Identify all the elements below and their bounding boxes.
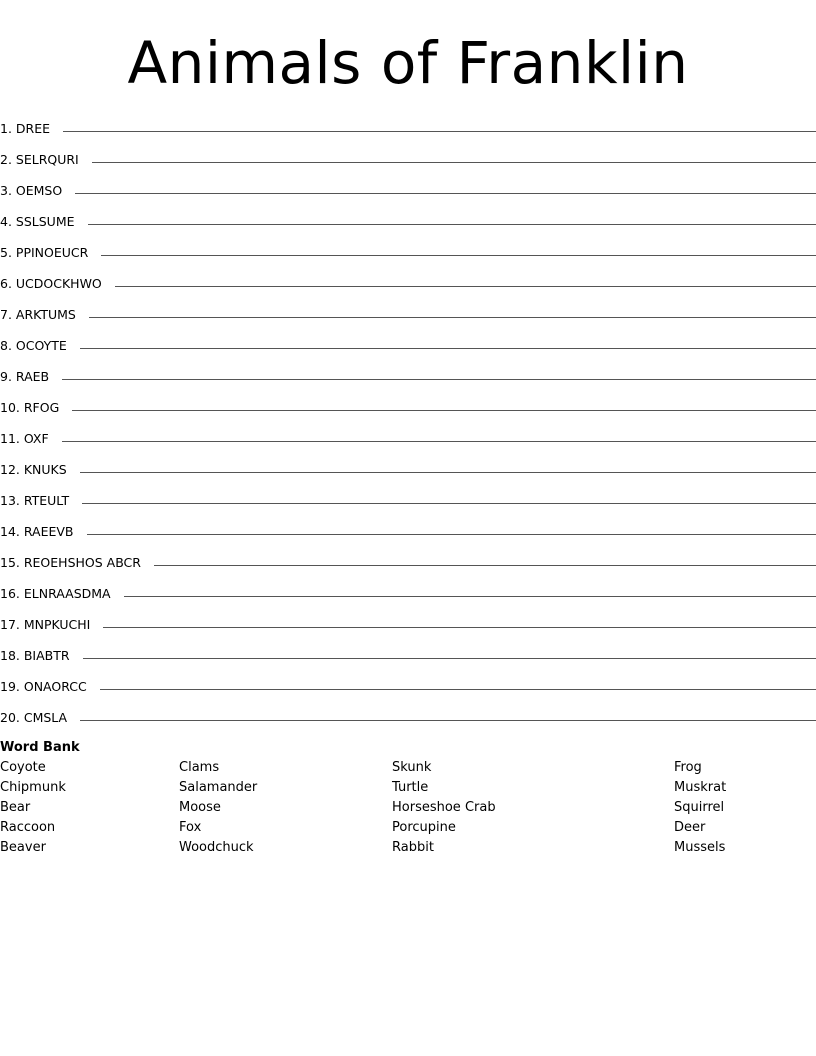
scrambled-word: 14. RAEEVB: [0, 524, 74, 539]
answer-line[interactable]: [87, 534, 816, 535]
question-row: [0, 137, 816, 168]
question-row: [0, 106, 816, 137]
answer-line[interactable]: [72, 410, 816, 411]
word-bank-item: Chipmunk: [0, 780, 66, 795]
question-row: [0, 633, 816, 664]
scrambled-word: 12. KNUKS: [0, 462, 67, 477]
word-bank-item: Porcupine: [392, 820, 456, 835]
word-bank-column: [0, 758, 66, 858]
scrambled-word: 18. BIABTR: [0, 648, 70, 663]
question-row: [0, 292, 816, 323]
word-bank-item: Rabbit: [392, 840, 434, 855]
scrambled-word: 17. MNPKUCHI: [0, 617, 91, 632]
word-bank-item: Horseshoe Crab: [392, 800, 496, 815]
scrambled-word: 2. SELRQURI: [0, 152, 79, 167]
word-bank: [0, 739, 816, 857]
answer-line[interactable]: [154, 565, 816, 566]
word-bank-item: Deer: [674, 820, 706, 835]
question-row: [0, 323, 816, 354]
scramble-list: [0, 106, 816, 726]
question-row: [0, 416, 816, 447]
word-bank-item: Moose: [179, 800, 221, 815]
word-bank-item: Woodchuck: [179, 840, 254, 855]
question-row: [0, 168, 816, 199]
scrambled-word: 6. UCDOCKHWO: [0, 276, 102, 291]
answer-line[interactable]: [92, 162, 816, 163]
answer-line[interactable]: [62, 441, 816, 442]
question-row: [0, 540, 816, 571]
word-bank-column: [392, 758, 496, 858]
scrambled-word: 9. RAEB: [0, 369, 50, 384]
question-row: [0, 509, 816, 540]
word-bank-item: Raccoon: [0, 820, 56, 835]
word-bank-item: Mussels: [674, 840, 726, 855]
word-bank-item: Turtle: [392, 780, 429, 795]
word-bank-item: Coyote: [0, 760, 46, 775]
scrambled-word: 1. DREE: [0, 121, 51, 136]
answer-line[interactable]: [115, 286, 816, 287]
page-title: Animals of Franklin: [127, 29, 689, 97]
word-bank-item: Fox: [179, 820, 202, 835]
word-bank-item: Skunk: [392, 760, 432, 775]
answer-line[interactable]: [82, 503, 816, 504]
question-row: [0, 478, 816, 509]
answer-line[interactable]: [63, 131, 816, 132]
question-row: [0, 664, 816, 695]
question-row: [0, 230, 816, 261]
word-bank-item: Clams: [179, 760, 220, 775]
answer-line[interactable]: [124, 596, 816, 597]
question-row: [0, 602, 816, 633]
scrambled-word: 20. CMSLA: [0, 710, 68, 725]
scrambled-word: 11. OXF: [0, 431, 49, 446]
question-row: [0, 261, 816, 292]
question-row: [0, 199, 816, 230]
word-bank-title: Word Bank: [0, 740, 80, 755]
scrambled-word: 3. OEMSO: [0, 183, 63, 198]
answer-line[interactable]: [101, 255, 816, 256]
word-bank-item: Squirrel: [674, 800, 725, 815]
question-row: [0, 447, 816, 478]
scrambled-word: 10. RFOG: [0, 400, 60, 415]
word-bank-item: Bear: [0, 800, 31, 815]
scrambled-word: 19. ONAORCC: [0, 679, 87, 694]
question-row: [0, 695, 816, 726]
word-bank-column: [179, 758, 257, 858]
scrambled-word: 4. SSLSUME: [0, 214, 75, 229]
answer-line[interactable]: [83, 658, 816, 659]
scrambled-word: 7. ARKTUMS: [0, 307, 76, 322]
word-bank-item: Salamander: [179, 780, 258, 795]
question-row: [0, 571, 816, 602]
scrambled-word: 13. RTEULT: [0, 493, 70, 508]
scrambled-word: 5. PPINOEUCR: [0, 245, 89, 260]
scrambled-word: 8. OCOYTE: [0, 338, 67, 353]
word-bank-grid: [0, 757, 816, 857]
scrambled-word: 15. REOEHSHOS ABCR: [0, 555, 141, 570]
answer-line[interactable]: [89, 317, 816, 318]
answer-line[interactable]: [88, 224, 816, 225]
answer-line[interactable]: [80, 472, 816, 473]
answer-line[interactable]: [62, 379, 816, 380]
answer-line[interactable]: [100, 689, 816, 690]
question-row: [0, 354, 816, 385]
answer-line[interactable]: [80, 348, 816, 349]
answer-line[interactable]: [75, 193, 816, 194]
word-bank-item: Beaver: [0, 840, 46, 855]
answer-line[interactable]: [103, 627, 816, 628]
scrambled-word: 16. ELNRAASDMA: [0, 586, 111, 601]
word-bank-column: [674, 758, 726, 858]
answer-line[interactable]: [80, 720, 816, 721]
word-bank-item: Muskrat: [674, 780, 727, 795]
question-row: [0, 385, 816, 416]
word-bank-item: Frog: [674, 760, 702, 775]
